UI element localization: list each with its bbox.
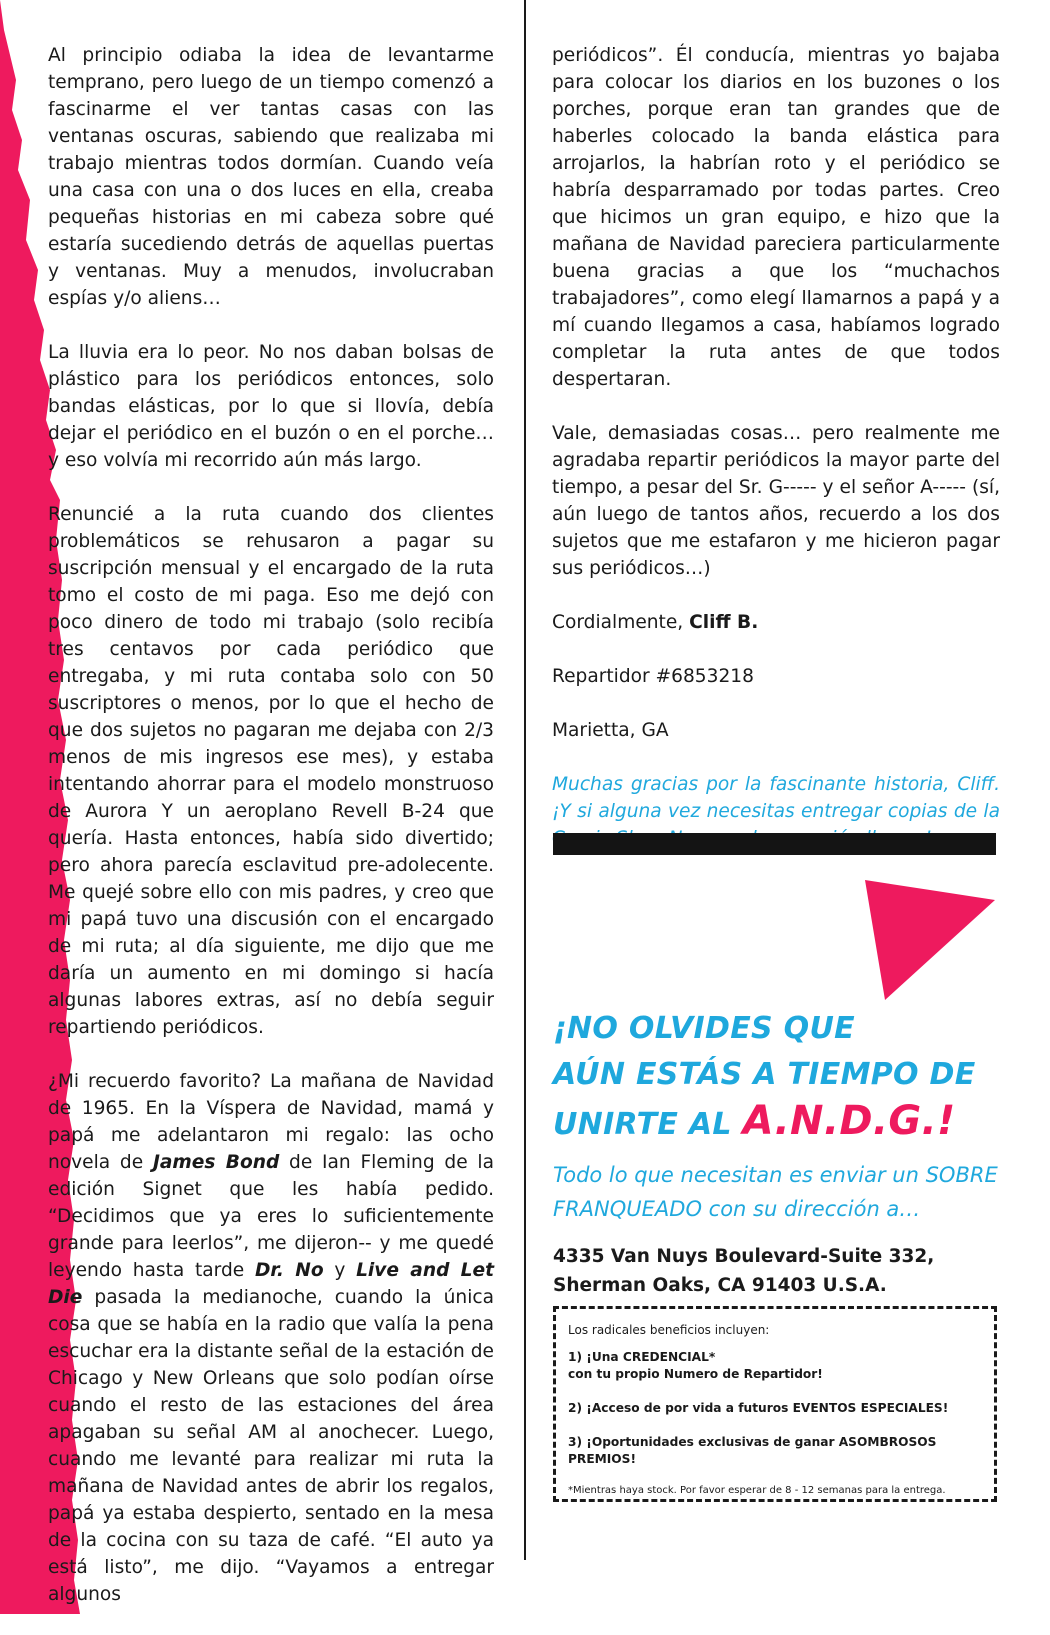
pink-triangle-icon xyxy=(865,880,995,1010)
letter-paragraph xyxy=(48,1068,494,1608)
benefits-box xyxy=(553,1306,997,1502)
benefit-item: 3) ¡Oportunidades exclusivas de ganar ASOMBROSOS PREMIOS! xyxy=(568,1435,937,1466)
column-divider xyxy=(524,0,526,1560)
signoff xyxy=(552,609,1000,636)
letter-paragraph: La lluvia era lo peor. No nos daban bolsas de plástico para los periódicos entonces, solo bandas elásticas, por lo que si llovía, debía dejar el periódico en el buzón o en el porche… y eso volvía mi recorrido aún más largo. xyxy=(48,342,494,471)
benefits-footnote: *Mientras haya stock. Por favor esperar de 8 - 12 semanas para la entrega. xyxy=(568,1485,946,1496)
headline-line: AÚN ESTÁS A TIEMPO DE xyxy=(553,1057,976,1092)
text-run: ¿Mi recuerdo favorito? La mañana de Navidad de 1965. En la Víspera de Navidad, mamá y papá me adelantaron mi regalo: las ocho novela de xyxy=(48,1071,494,1173)
headline-line xyxy=(553,1098,1003,1148)
benefit-text: 1) ¡Una CREDENCIAL* xyxy=(568,1350,716,1364)
letter-paragraph: Renuncié a la ruta cuando dos clientes problemáticos se rehusaron a pagar su suscripción mensual y el encargado de la ruta tomo el costo de mi paga. Eso me dejó con poco dinero de todo mi trabajo (solo recibía tres centavos por cada periódico que entregaba, y mi ruta contaba solo con 50 suscriptores o menos, por lo que el hecho de que dos sujetos no pagaran me dejaba con 2/3 menos de mis ingresos ese mes), y estaba intentando ahorrar para el modelo monstruoso de Aurora Y un aeroplano Revell B-24 que quería. Hasta entonces, había sido divertido; pero ahora parecía esclavitud pre-adolecente. Me quejé sobre ello con mis padres, y creo que mi papá tuvo una discusión con el encargado de mi ruta; al día siguiente, me dijo que me daría un aumento en mi domingo si hacía algunas labores extras, así no debía seguir repartiendo periódicos. xyxy=(48,504,494,1038)
andg-brand: A.N.D.G.! xyxy=(742,1098,956,1144)
benefit-item: 2) ¡Acceso de por vida a futuros EVENTOS ESPECIALES! xyxy=(568,1401,949,1415)
black-separator-bar xyxy=(553,833,996,855)
book-title-live-and-let-die: Live and Let Die xyxy=(48,1260,495,1308)
promo-subline: Todo lo que necesitan es enviar un SOBRE FRANQUEADO con su dirección a… xyxy=(553,1163,998,1221)
headline-line: ¡NO OLVIDES QUE xyxy=(553,1011,855,1046)
letter-paragraph: periódicos”. Él conducía, mientras yo bajaba para colocar los diarios en los buzones o los porches, porque eran tan grandes que de haberles colocado la banda elástica para arrojarlos, la habrían roto y el periódico se habría desparramado por todas partes. Creo que hicimos un gran equipo, e hizo que la mañana de Navidad pareciera particularmente buena gracias a que los “muchachos trabajadores”, como elegí llamarnos a papá y a mí cuando llegamos a casa, habíamos logrado completar la ruta antes de que todos despertaran. xyxy=(552,45,1000,390)
address-line: 4335 Van Nuys Boulevard-Suite 332, xyxy=(553,1246,935,1267)
promo-headline xyxy=(553,1006,1003,1148)
editor-note: Muchas gracias por la fascinante historia, Cliff. ¡Y si alguna vez necesitas entregar copias de la xyxy=(552,774,1000,822)
letter-right-column xyxy=(552,42,1000,879)
location: Marietta, GA xyxy=(552,720,669,741)
benefits-intro: Los radicales beneficios incluyen: xyxy=(568,1323,770,1337)
letter-paragraph: Al principio odiaba la idea de levantarme temprano, pero luego de un tiempo comenzó a fascinarme el ver tantas casas con las ventanas oscuras, sabiendo que realizaba mi trabajo mientras todos dormían. Cuando veía una casa con una o dos luces en ella, creaba pequeñas historias en mi cabeza sobre qué estaría sucediendo detrás de aquellas puertas y ventanas. Muy a menudos, involucraban espías y/o aliens… xyxy=(48,45,494,309)
text-run: pasada la medianoche, cuando la única cosa que se había en la radio que valía la pena escuchar era la distante señal de la estación de Chicago y New Orleans que solo podían oírse cuando el resto de las estaciones del área apagaban su señal AM al anochecer. Luego, cuando me levanté para realizar mi ruta la mañana de Navidad antes de abrir los regalos, papá ya estaba despierto, sentado en la mesa de la cocina con su taza de café. “El auto ya está listo”, me dijo. “Vayamos a entregar algunos xyxy=(48,1287,494,1605)
benefit-text: con tu propio Numero de Repartidor! xyxy=(568,1367,823,1381)
book-title-james-bond: James Bond xyxy=(152,1152,280,1173)
letter-left-column xyxy=(48,42,494,1635)
headline-text: UNIRTE AL xyxy=(553,1107,743,1142)
carrier-id: Repartidor #6853218 xyxy=(552,666,754,687)
letter-paragraph: Vale, demasiadas cosas… pero realmente me agradaba repartir periódicos la mayor parte del tiempo, a pesar del Sr. G----- y el señor A----- (sí, aún luego de tantos años, recuerdo a los dos sujetos que me estafaron y me hicieron pagar sus periódicos…) xyxy=(552,423,1000,579)
text-run: de Ian Fleming de la edición Signet que les había pedido. “Decidimos que ya eres lo suficientemente grande para leerlos”, me dijeron-- y me quedé leyendo hasta tarde xyxy=(48,1152,494,1281)
signer-name: Cliff B. xyxy=(689,612,759,633)
book-title-dr-no: Dr. No xyxy=(254,1260,324,1281)
mailing-address xyxy=(553,1242,1003,1300)
andg-promo xyxy=(553,1006,1003,1300)
benefit-item xyxy=(568,1349,982,1383)
text-run: y xyxy=(323,1260,357,1281)
signoff-text: Cordialmente, xyxy=(552,612,690,633)
address-line: Sherman Oaks, CA 91403 U.S.A. xyxy=(553,1275,887,1296)
